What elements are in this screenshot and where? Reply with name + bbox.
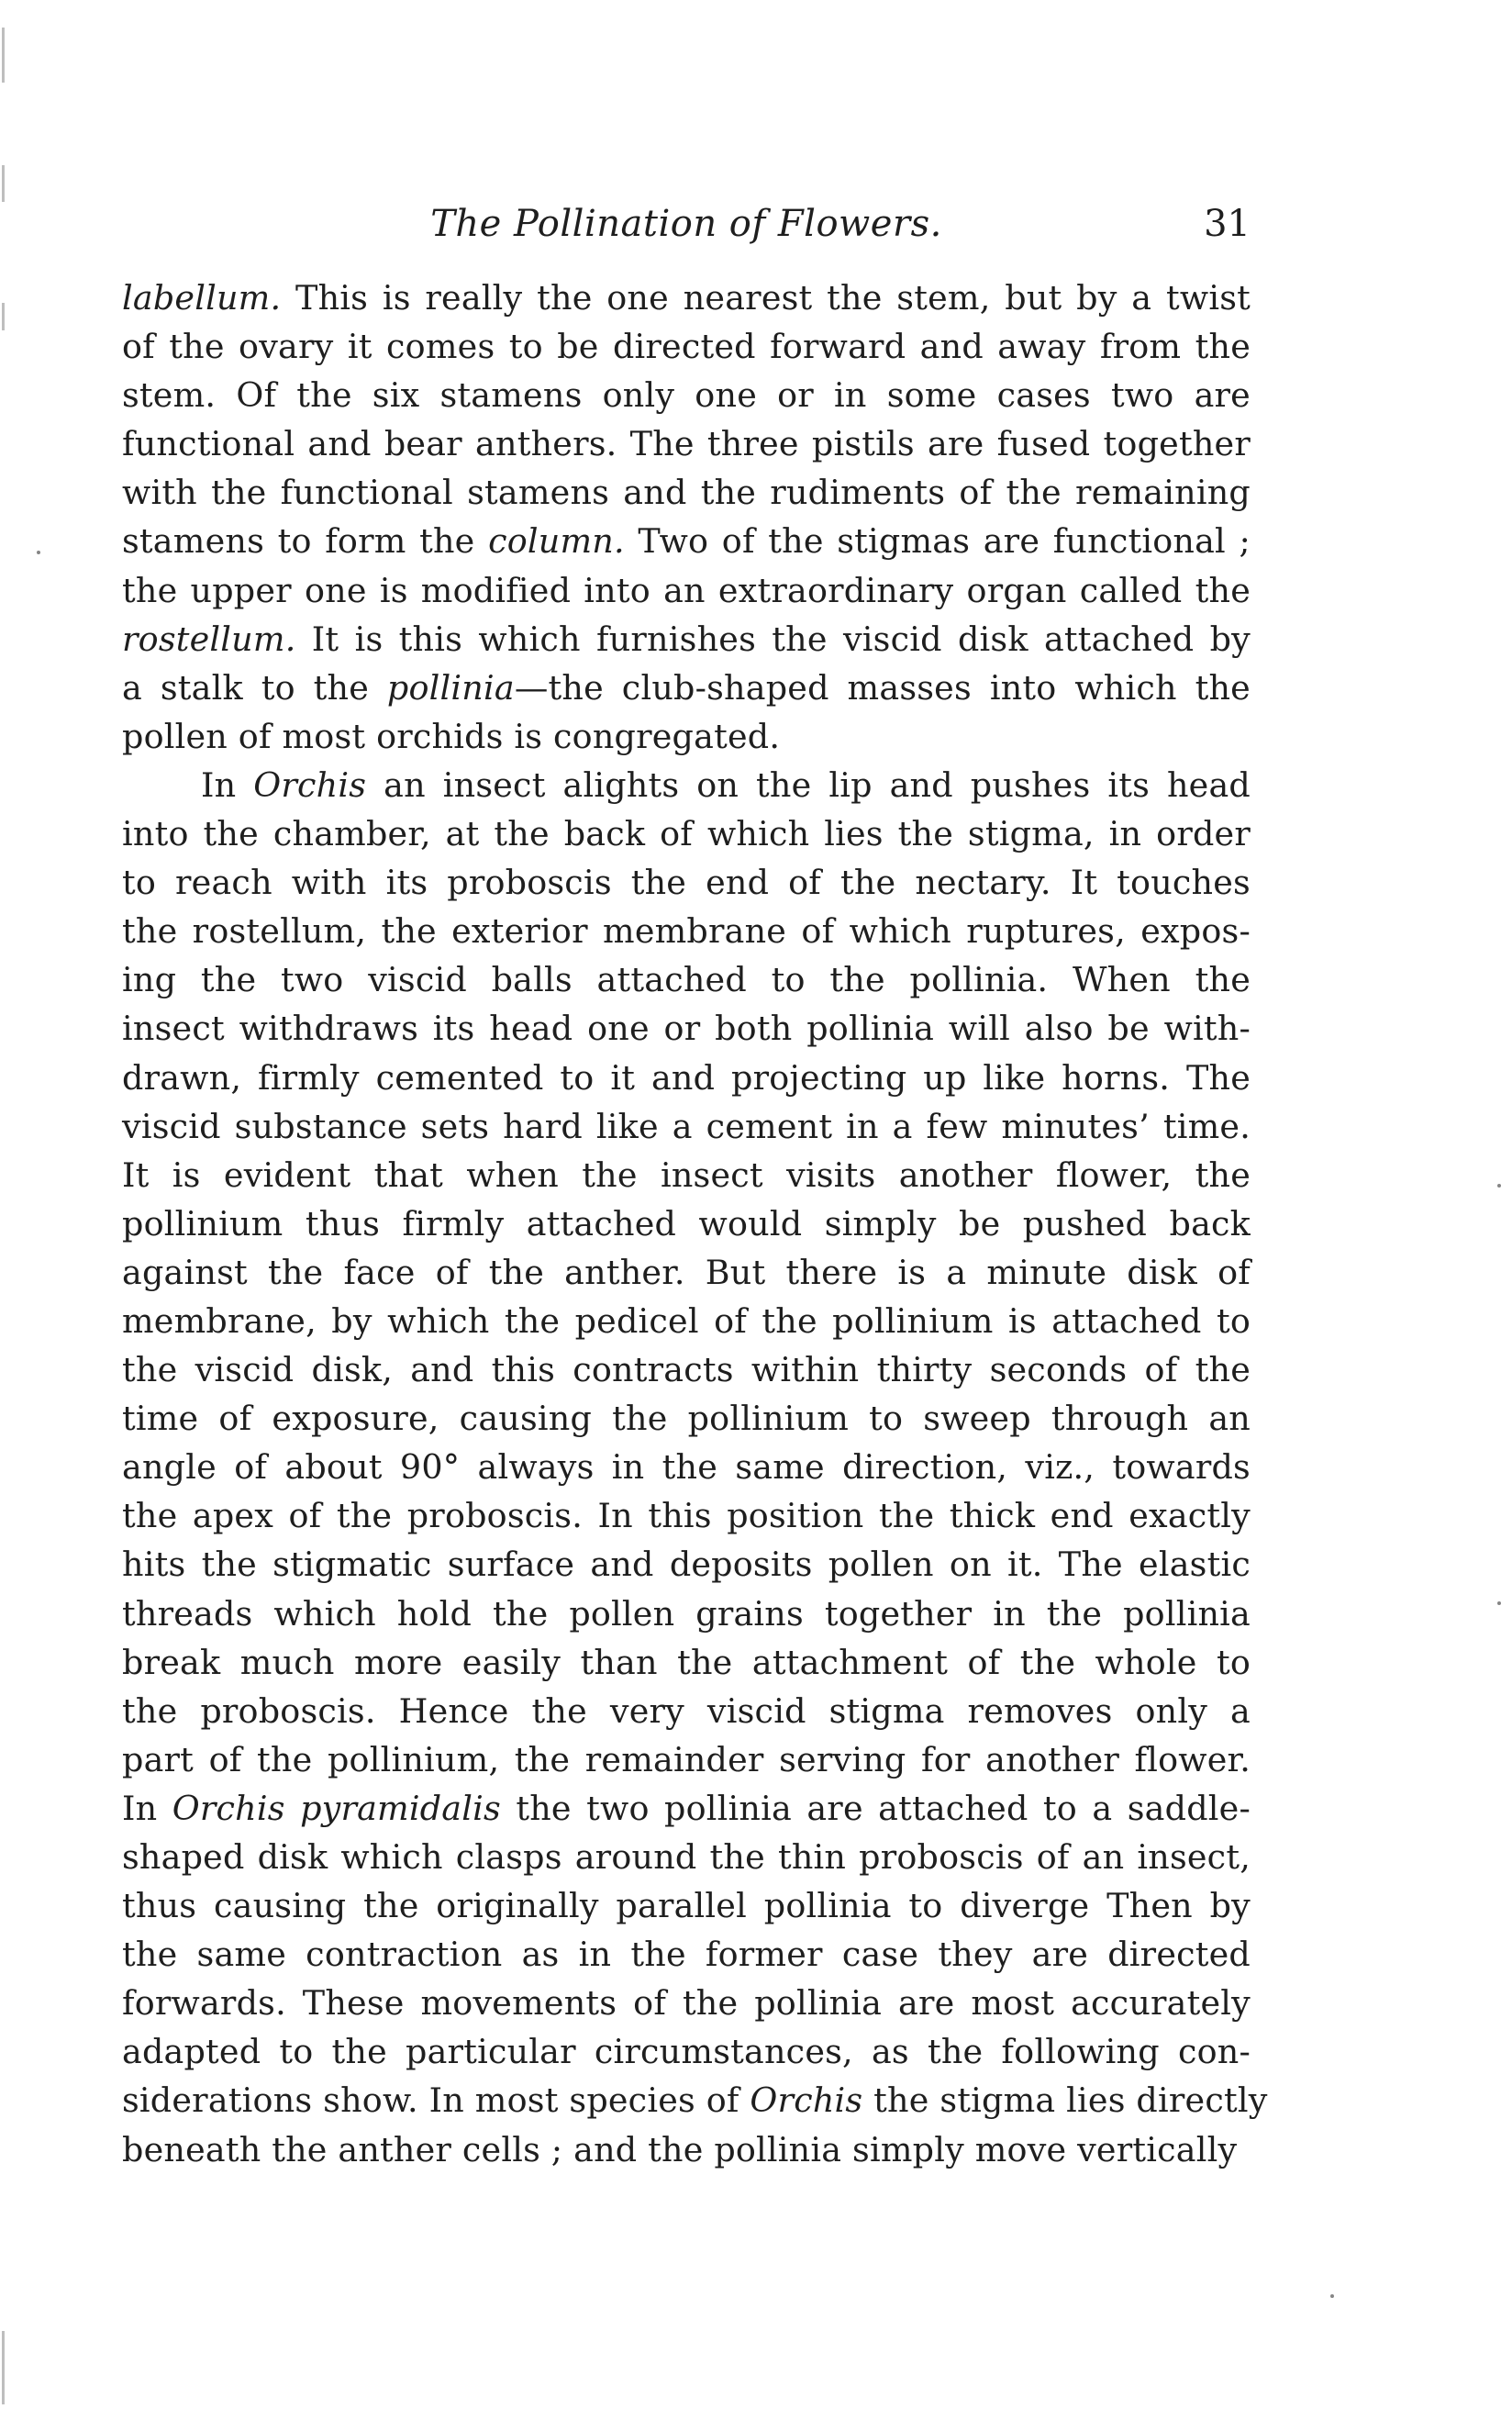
text-line <box>122 517 1251 565</box>
text-line <box>122 566 1251 615</box>
text-line <box>122 907 1251 955</box>
text-run: membrane, by which the pedicel of the pollinium is attached to <box>122 1300 1251 1341</box>
text-run: In <box>122 1788 172 1828</box>
text-line <box>122 371 1251 419</box>
text-run: the rostellum, the exterior membrane of which ruptures, expos- <box>122 911 1251 952</box>
italic-term: labellum. <box>122 278 282 318</box>
text-line <box>122 1735 1251 1784</box>
text-run: Two of the stigmas are functional ; <box>624 521 1251 562</box>
scan-edge-mark <box>2 28 5 83</box>
text-run: part of the pollinium, the remainder serving for another flower. <box>122 1739 1251 1779</box>
text-run: with the functional stamens and the rudiments of the remaining <box>122 473 1251 513</box>
italic-term: Orchis <box>750 2080 863 2121</box>
text-line <box>122 1833 1251 1881</box>
page-header <box>122 196 1251 251</box>
text-run: angle of about 90° always in the same direction, viz., towards <box>122 1447 1251 1488</box>
text-line <box>122 955 1251 1004</box>
text-run: siderations show. In most species of <box>122 2080 750 2121</box>
text-run: the viscid disk, and this contracts within thirty seconds of the <box>122 1350 1251 1390</box>
italic-term: Orchis <box>253 764 367 805</box>
scan-edge-mark <box>2 2331 5 2404</box>
text-run: a stalk to the <box>122 667 387 708</box>
text-run: stamens to form the <box>122 521 489 562</box>
text-run: of the ovary it comes to be directed forward and away from the <box>122 327 1251 367</box>
text-line <box>122 2027 1251 2076</box>
text-line <box>122 1199 1251 1248</box>
text-run: pollen of most orchids is congregated. <box>122 716 781 756</box>
text-run: beneath the anther cells ; and the pollinia simply move vertically <box>122 2129 1238 2169</box>
text-line <box>122 1930 1251 1979</box>
page-number: 31 <box>1204 203 1251 245</box>
body-text <box>122 273 1268 2174</box>
text-line <box>122 1345 1251 1394</box>
text-run: an insect alights on the lip and pushes its head <box>366 764 1251 805</box>
scan-edge-mark <box>2 303 5 330</box>
text-line <box>122 761 1251 809</box>
text-run: insect withdraws its head one or both pollinia will also be with- <box>122 1009 1251 1049</box>
text-run: pollinium thus firmly attached would simply be pushed back <box>122 1203 1251 1243</box>
text-line <box>122 419 1251 468</box>
text-run: the proboscis. Hence the very viscid stigma removes only a <box>122 1690 1251 1731</box>
text-line <box>122 1881 1251 1930</box>
text-line <box>122 1054 1251 1102</box>
text-run: the same contraction as in the former case they are directed <box>122 1935 1251 1975</box>
text-line <box>122 1004 1251 1053</box>
text-line <box>122 1151 1251 1199</box>
text-run: shaped disk which clasps around the thin proboscis of an insect, <box>122 1837 1251 1877</box>
scan-speck <box>1497 1184 1501 1188</box>
scan-speck <box>1330 2294 1334 2298</box>
scan-edge-mark <box>2 165 5 202</box>
text-run: break much more easily than the attachment of the whole to <box>122 1642 1251 1682</box>
text-run: thus causing the originally parallel pollinia to diverge Then by <box>122 1886 1251 1926</box>
text-line <box>122 1248 1251 1297</box>
text-line <box>122 1784 1251 1833</box>
scan-speck <box>37 551 40 554</box>
text-run: the two pollinia are attached to a saddle- <box>500 1788 1251 1828</box>
text-run: into the chamber, at the back of which lies the stigma, in order <box>122 814 1251 854</box>
text-run: threads which hold the pollen grains together in the pollinia <box>122 1593 1251 1634</box>
italic-term: column. <box>488 521 625 562</box>
text-run: viscid substance sets hard like a cement in a few minutes’ time. <box>122 1106 1251 1146</box>
text-run: stem. Of the six stamens only one or in some cases two are <box>122 375 1251 416</box>
text-run: the stigma lies directly <box>862 2080 1268 2121</box>
text-line <box>122 273 1251 322</box>
text-line <box>122 1297 1251 1345</box>
text-line <box>122 322 1251 371</box>
text-line <box>122 1443 1251 1491</box>
text-line <box>122 1589 1251 1638</box>
text-line <box>122 2125 1251 2174</box>
scan-speck <box>1497 1601 1501 1605</box>
text-line <box>122 1491 1251 1540</box>
text-line <box>122 468 1251 517</box>
text-line <box>122 712 1251 761</box>
text-line <box>122 1394 1251 1443</box>
text-line <box>122 2076 1268 2124</box>
text-line <box>122 664 1251 712</box>
text-line <box>122 1979 1251 2027</box>
text-run: functional and bear anthers. The three pistils are fused together <box>122 424 1251 464</box>
text-line <box>122 615 1251 664</box>
text-run: This is really the one nearest the stem, but by a twist <box>281 278 1251 318</box>
text-line <box>122 1638 1251 1687</box>
text-line <box>122 1102 1251 1151</box>
italic-term: Orchis pyramidalis <box>172 1788 501 1828</box>
text-run: hits the stigmatic surface and deposits pollen on it. The elastic <box>122 1545 1251 1585</box>
text-run: ing the two viscid balls attached to the pollinia. When the <box>122 960 1251 1000</box>
text-line <box>122 809 1251 858</box>
text-run: the upper one is modified into an extraordinary organ called the <box>122 570 1251 610</box>
text-run: drawn, firmly cemented to it and projecting up like horns. The <box>122 1057 1251 1098</box>
italic-term: pollinia <box>386 667 515 708</box>
text-line <box>122 858 1251 907</box>
running-title: The Pollination of Flowers. <box>430 203 942 245</box>
text-run: against the face of the anther. But there is a minute disk of <box>122 1252 1251 1292</box>
text-run: It is this which furnishes the viscid disk attached by <box>295 619 1251 659</box>
text-line <box>122 1540 1251 1589</box>
text-run: time of exposure, causing the pollinium to sweep through an <box>122 1399 1251 1439</box>
text-run: the apex of the proboscis. In this position the thick end exactly <box>122 1496 1251 1536</box>
text-run: forwards. These movements of the pollinia are most accurately <box>122 1983 1251 2024</box>
text-run: In <box>201 764 254 805</box>
italic-term: rostellum. <box>122 619 296 659</box>
text-run: adapted to the particular circumstances, as the following con- <box>122 2032 1251 2072</box>
text-run: to reach with its proboscis the end of the nectary. It touches <box>122 863 1251 903</box>
text-run: —the club-shaped masses into which the <box>514 667 1251 708</box>
text-run: It is evident that when the insect visits another flower, the <box>122 1154 1251 1195</box>
text-line <box>122 1687 1251 1735</box>
